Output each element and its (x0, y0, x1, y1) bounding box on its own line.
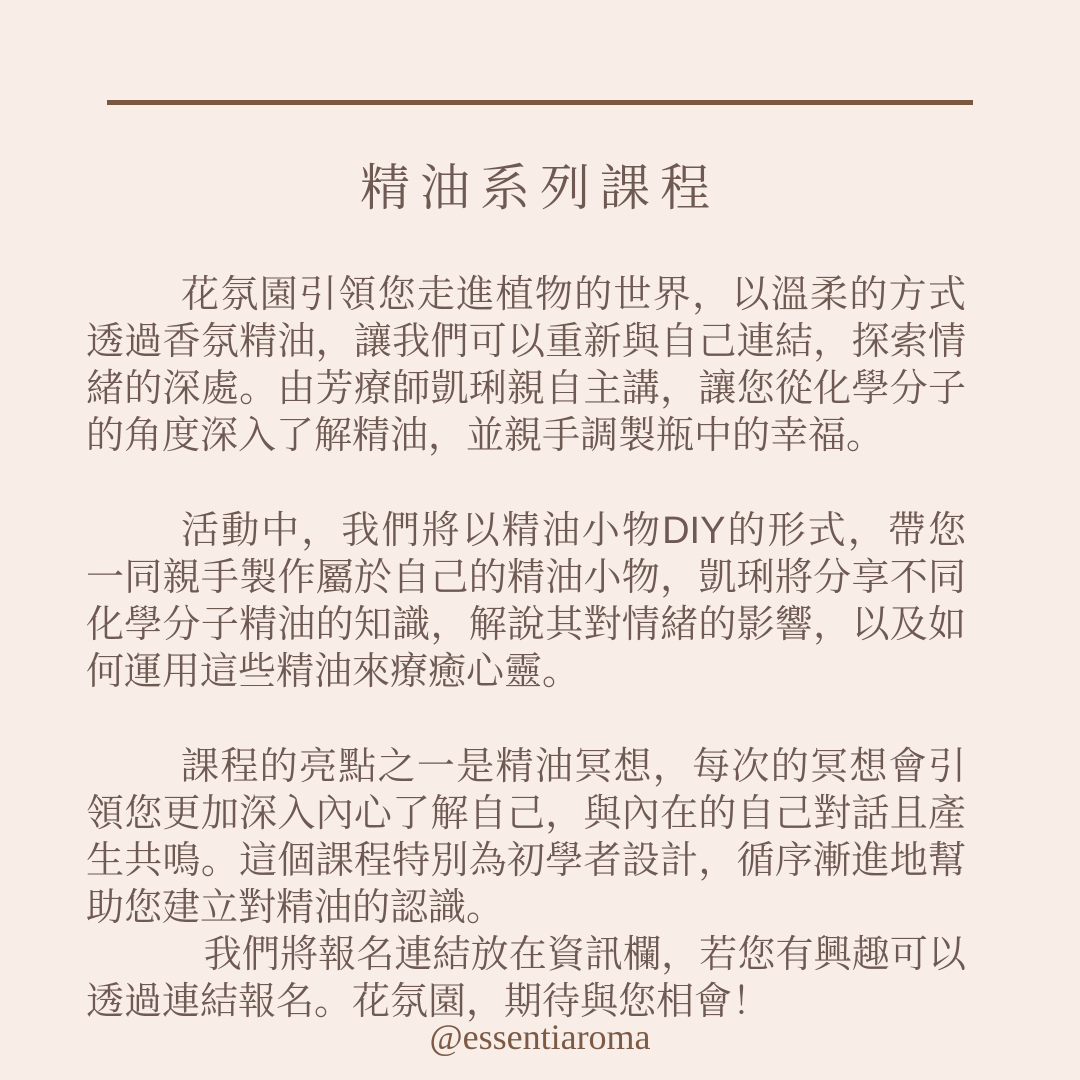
body-text (86, 272, 966, 1026)
page-title: 精油系列課程 (360, 159, 720, 216)
paragraph-highlight: 課程的亮點之一是精油冥想，每次的冥想會引領您更加深入內心了解自己，與內在的自己對話且產生共鳴。這個課程特別為初學者設計，循序漸進地幫助您建立對精油的認識。 (86, 746, 966, 929)
paragraph-intro: 花氛園引領您走進植物的世界，以溫柔的方式透過香氛精油，讓我們可以重新與自己連結，探索情緒的深處。由芳療師凱琍親自主講，讓您從化學分子的角度深入了解精油，並親手調製瓶中的幸福。 (86, 274, 966, 457)
paragraph-activity: 活動中，我們將以精油小物DIY的形式，帶您一同親手製作屬於自己的精油小物，凱琍將分享不同化學分子精油的知識，解說其對情緒的影響，以及如何運用這些精油來療癒心靈。 (86, 510, 966, 693)
social-handle: @essentiaroma (429, 1017, 651, 1057)
top-divider-rule (107, 100, 973, 105)
paragraph-signup: 我們將報名連結放在資訊欄，若您有興趣可以透過連結報名。花氛園，期待與您相會！ (86, 934, 966, 1023)
